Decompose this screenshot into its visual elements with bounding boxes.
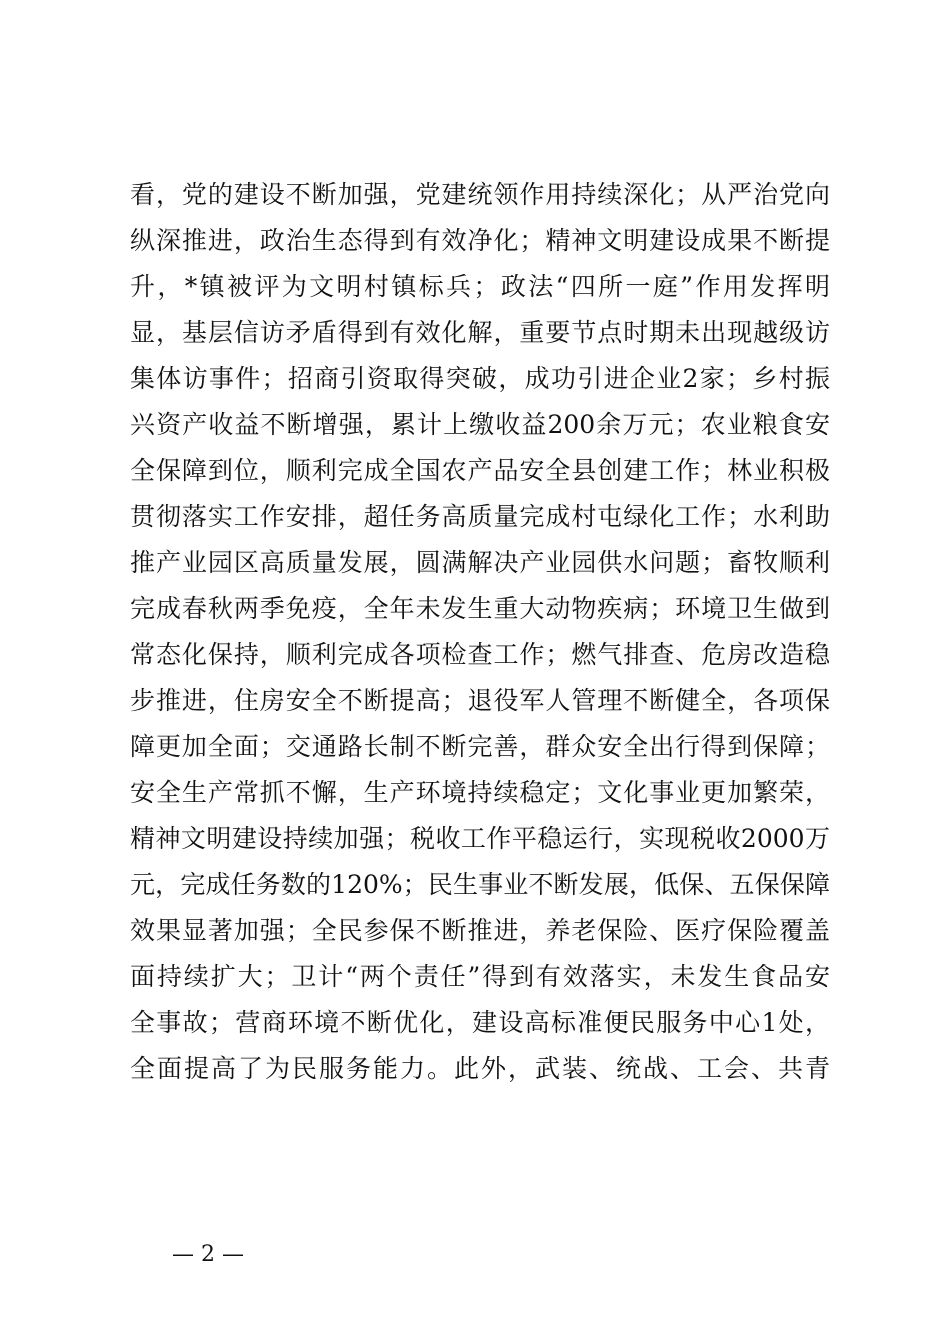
text-line: 步推进，住房安全不断提高；退役军人管理不断健全，各项保 xyxy=(130,686,830,715)
text-line: 全保障到位，顺利完成全国农产品安全县创建工作；林业积极 xyxy=(130,456,830,485)
text-line: 纵深推进，政治生态得到有效净化；精神文明建设成果不断提 xyxy=(130,226,830,255)
text-line: 集体访事件；招商引资取得突破，成功引进企业2家；乡村振 xyxy=(130,364,830,393)
text-line: 障更加全面；交通路长制不断完善，群众安全出行得到保障； xyxy=(130,732,830,761)
text-line: 贯彻落实工作安排，超任务高质量完成村屯绿化工作；水利助 xyxy=(130,502,830,531)
text-line: 升，*镇被评为文明村镇标兵；政法“四所一庭”作用发挥明 xyxy=(130,272,830,301)
text-line: 常态化保持，顺利完成各项检查工作；燃气排查、危房改造稳 xyxy=(130,640,830,669)
text-line: 看，党的建设不断加强，党建统领作用持续深化；从严治党向 xyxy=(130,180,830,209)
text-line: 全面提高了为民服务能力。此外，武装、统战、工会、共青 xyxy=(130,1054,830,1083)
text-line: 面持续扩大；卫计“两个责任”得到有效落实，未发生食品安 xyxy=(130,962,830,991)
text-line: 精神文明建设持续加强；税收工作平稳运行，实现税收2000万 xyxy=(130,824,830,853)
text-line: 全事故；营商环境不断优化，建设高标准便民服务中心1处， xyxy=(130,1008,830,1037)
text-line: 显，基层信访矛盾得到有效化解，重要节点时期未出现越级访 xyxy=(130,318,830,347)
document-body xyxy=(130,172,830,1092)
text-line: 推产业园区高质量发展，圆满解决产业园供水问题；畜牧顺利 xyxy=(130,548,830,577)
text-line: 安全生产常抓不懈，生产环境持续稳定；文化事业更加繁荣， xyxy=(130,778,830,807)
text-line: 完成春秋两季免疫，全年未发生重大动物疾病；环境卫生做到 xyxy=(130,594,830,623)
text-line: 兴资产收益不断增强，累计上缴收益200余万元；农业粮食安 xyxy=(130,410,830,439)
text-line: 效果显著加强；全民参保不断推进，养老保险、医疗保险覆盖 xyxy=(130,916,830,945)
text-line: 元，完成任务数的120%；民生事业不断发展，低保、五保保障 xyxy=(130,870,830,899)
page-number: — 2 — xyxy=(172,1242,244,1267)
